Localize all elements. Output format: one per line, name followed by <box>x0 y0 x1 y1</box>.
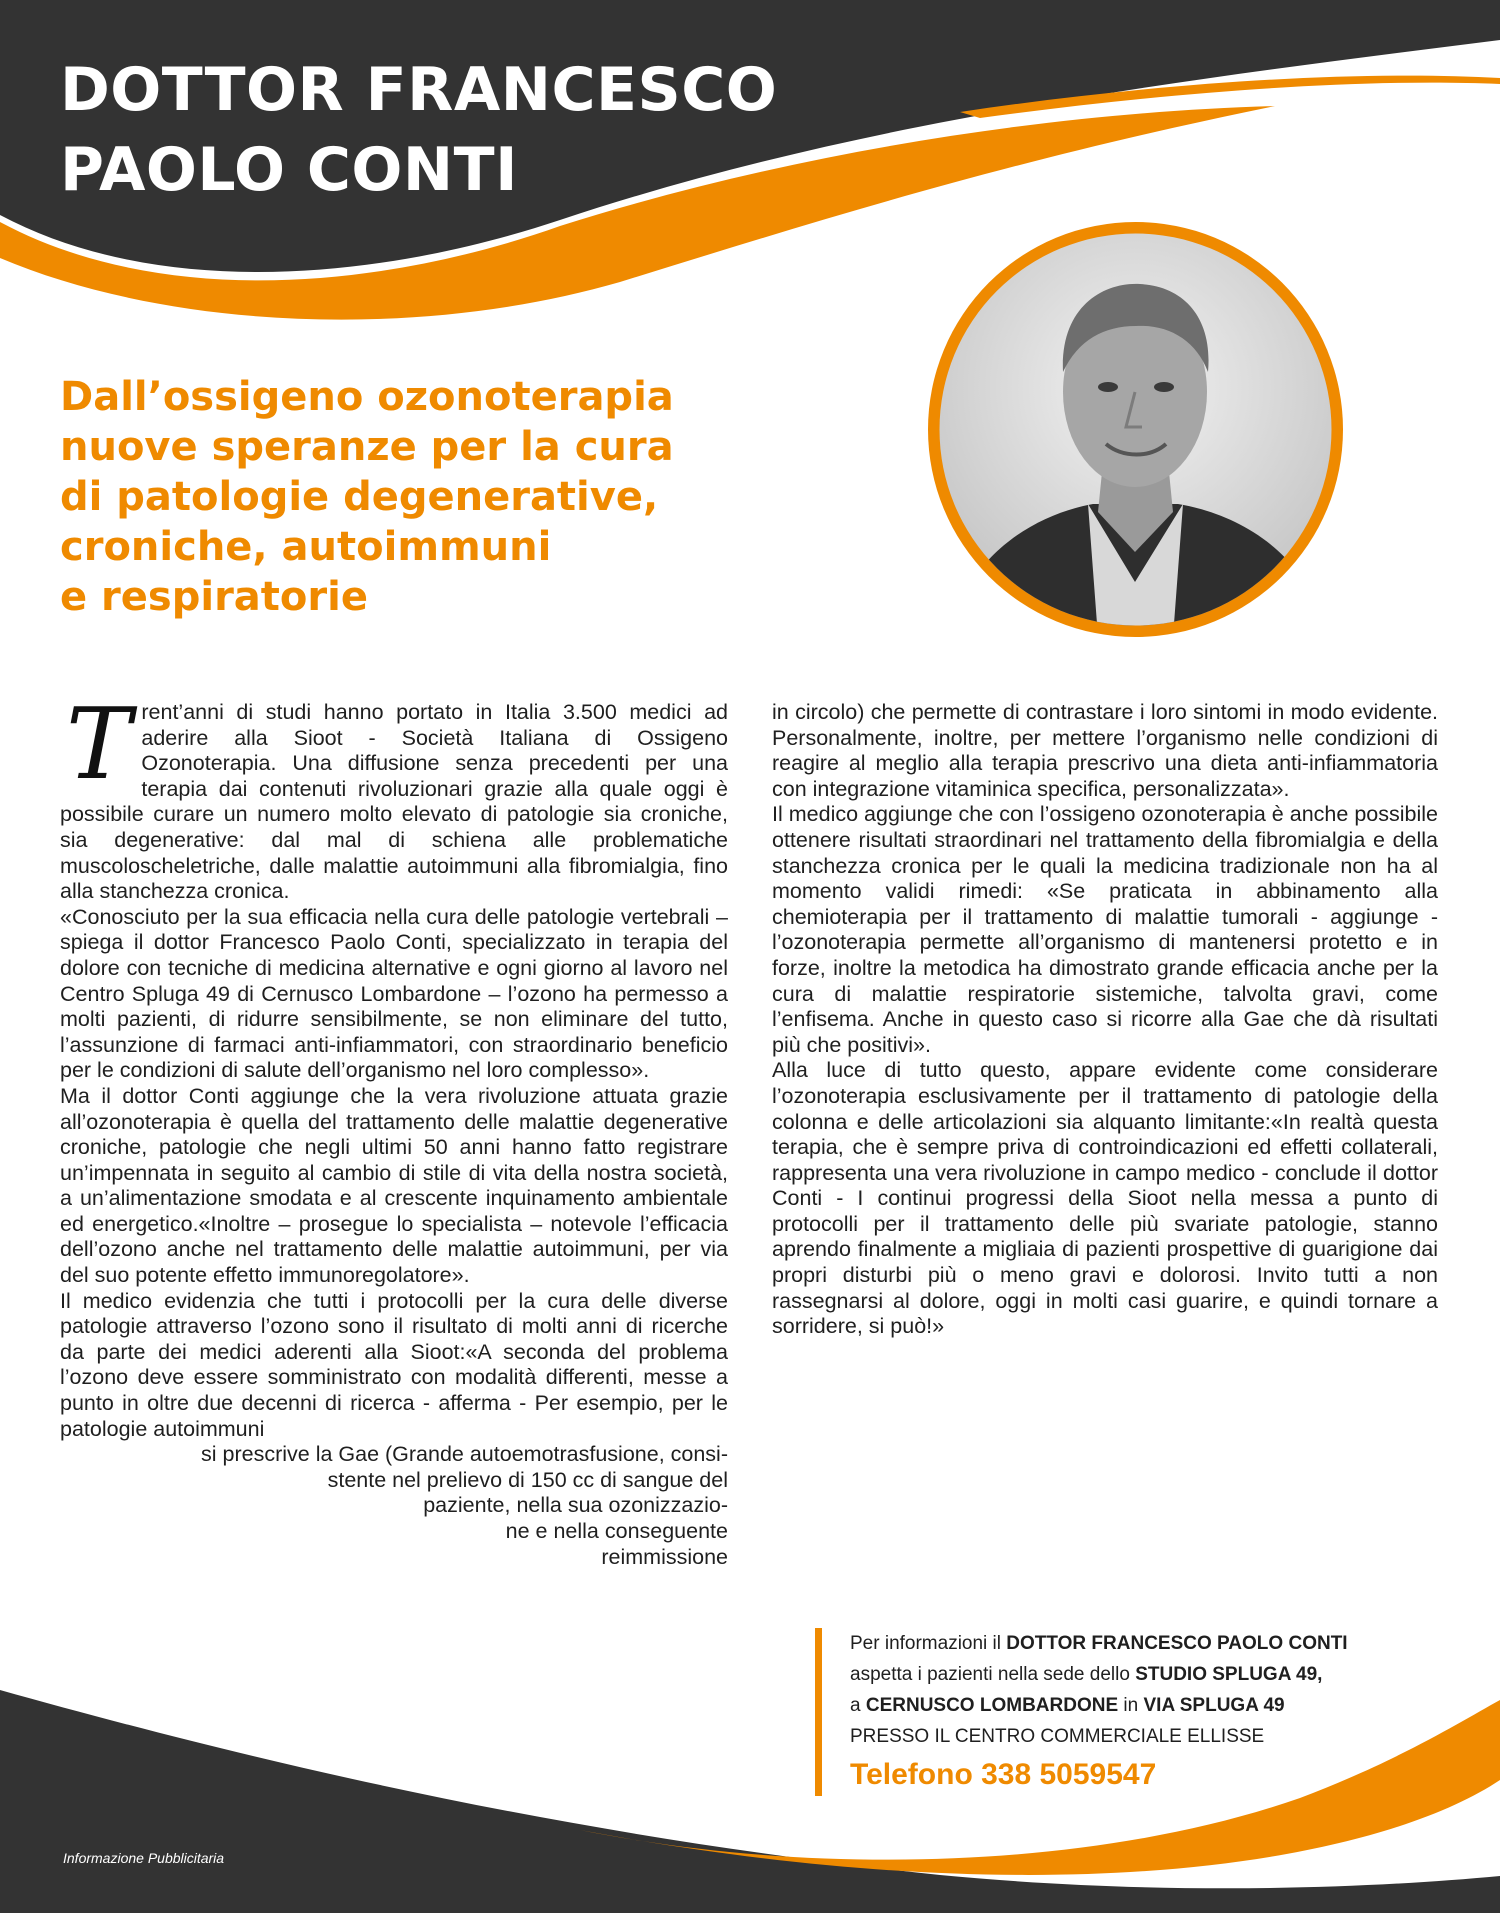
title-line-1: DOTTOR FRANCESCO <box>60 55 778 125</box>
studio-name: STUDIO SPLUGA 49, <box>1135 1664 1323 1685</box>
article-paragraph: Il medico aggiunge che con l’ossigeno ozonoterapia è anche possibile ottenere risultati straordinari nel trattamento della fibromialgia e della stanchezza cronica per le quali la medicina tradizionale non ha al momento validi rimedi: «Se praticata in abbinamento alla chemioterapia per il trattamento di malattie tumorali - aggiunge - l’ozonoterapia permette all’organismo di mantenersi protetto e in forze, inoltre la metodica ha dimostrato grande efficacia anche per la cura di malattie respiratorie sistemiche, talvolta gravi, come l’enfisema. Anche in questo caso si ricorre alla Gae che dà risultati più che positivi». <box>772 802 1438 1057</box>
article-wrap-lines <box>60 1442 728 1570</box>
subtitle-line: nuove speranze per la cura <box>60 424 674 470</box>
info-text: PRESSO IL CENTRO COMMERCIALE ELLISSE <box>850 1726 1265 1747</box>
drop-cap: T <box>66 688 132 802</box>
doctor-portrait-photo <box>928 222 1343 637</box>
advertising-note: Informazione Pubblicitaria <box>63 1850 225 1866</box>
doctor-name: DOTTOR FRANCESCO PAOLO CONTI <box>1006 1633 1348 1654</box>
article-paragraph: rent’anni di studi hanno portato in Italia 3.500 medici ad aderire alla Sioot - Società Italiana di Ossigeno Ozonoterapia. Una diffusione senza precedenti per una terapia dai contenuti rivoluzionari grazie alla quale oggi è possibile curare un numero molto elevato di patologie sia croniche, sia degenerative: dal mal di schiena alle problematiche muscoloscheletriche, dalle malattie autoimmuni alla fibromialgia, fino alla stanchezza cronica. <box>60 700 728 904</box>
info-text: a <box>850 1695 866 1716</box>
subtitle-line: croniche, autoimmuni <box>60 524 552 570</box>
contact-info-box <box>815 1628 1470 1796</box>
article-line: ne e nella conseguente <box>505 1519 728 1543</box>
info-text: in <box>1118 1695 1144 1716</box>
article-line: paziente, nella sua ozonizzazio- <box>423 1493 728 1518</box>
article-paragraph: Il medico evidenzia che tutti i protocolli per la cura delle diverse patologie attraverso l’ozono sono il risultato di molti anni di ricerche da parte dei medici aderenti alla Sioot:«A seconda del problema l’ozono deve essere somministrato con modalità differenti, messe a punto in oltre due decenni di ricerca - afferma - Per esempio, per le patologie autoimmuni <box>60 1288 728 1441</box>
info-text: Per informazioni il <box>850 1633 1007 1654</box>
article-line: stente nel prelievo di 150 cc di sangue del <box>327 1467 728 1492</box>
subtitle-line: Dall’ossigeno ozonoterapia <box>60 374 674 420</box>
article-paragraph: «Conosciuto per la sua efficacia nella cura delle patologie vertebrali – spiega il dottor Francesco Paolo Conti, specializzato in terapia del dolore con tecniche di medicina alternative e ogni giorno al lavoro nel Centro Spluga 49 di Cernusco Lombardone – l’ozono ha permesso a molti pazienti, di ridurre sensibilmente, se non eliminare del tutto, l’assunzione di farmaci anti-infiammatori, con straordinario beneficio per le condizioni di salute dell’organismo nel loro complesso». <box>60 904 728 1083</box>
title-line-2: PAOLO CONTI <box>60 135 518 205</box>
phone-number[interactable]: Telefono 338 5059547 <box>850 1758 1157 1791</box>
street-address: VIA SPLUGA 49 <box>1143 1695 1285 1716</box>
article-line: reimmissione <box>601 1544 728 1569</box>
article-paragraph: in circolo) che permette di contrastare i loro sintomi in modo evidente. Personalmente, inoltre, per mettere l’organismo nelle condizioni di reagire al meglio alla terapia prescrivo una dieta anti-infiammatoria con integrazione vitaminica specifica, personalizzata». <box>772 700 1438 801</box>
article-paragraph: Ma il dottor Conti aggiunge che la vera rivoluzione attuata grazie all’ozonoterapia è quella del trattamento delle malattie degenerative croniche, patologie che negli ultimi 50 anni hanno fatto registrare un’impennata in seguito al cambio di stile di vita della nostra società, a un’alimentazione smodata e al crescente inquinamento ambientale ed energetico.«Inoltre – prosegue lo specialista – notevole l’efficacia dell’ozono anche nel trattamento delle malattie autoimmuni, per via del suo potente effetto immunoregolatore». <box>60 1083 728 1288</box>
article-subtitle <box>60 372 760 622</box>
page-title <box>60 50 777 210</box>
article-column-right <box>772 700 1438 1340</box>
subtitle-line: e respiratorie <box>60 574 368 620</box>
subtitle-line: di patologie degenerative, <box>60 474 659 520</box>
article-line: si prescrive la Gae (Grande autoemotrasfusione, consi- <box>201 1442 728 1467</box>
city-name: CERNUSCO LOMBARDONE <box>865 1695 1119 1716</box>
article-column-left <box>60 688 728 1570</box>
article-paragraph: Alla luce di tutto questo, appare evidente come considerare l’ozonoterapia esclusivamente per il trattamento di patologie della colonna e delle articolazioni sia alquanto limitante:«In realtà questa terapia, che è sempre priva di controindicazioni ed effetti collaterali, rappresenta una vera rivoluzione in campo medico - conclude il dottor Conti - I continui progressi della Sioot nella messa a punto di protocolli per il trattamento delle più svariate patologie, stanno aprendo finalmente a migliaia di pazienti prospettive di guarigione dai propri disturbi più o meno gravi e dolorosi. Invito tutti a non rassegnarsi al dolore, oggi in molti casi guarire, e quindi tornare a sorridere, si può!» <box>772 1058 1438 1339</box>
info-text: aspetta i pazienti nella sede dello <box>850 1664 1136 1685</box>
